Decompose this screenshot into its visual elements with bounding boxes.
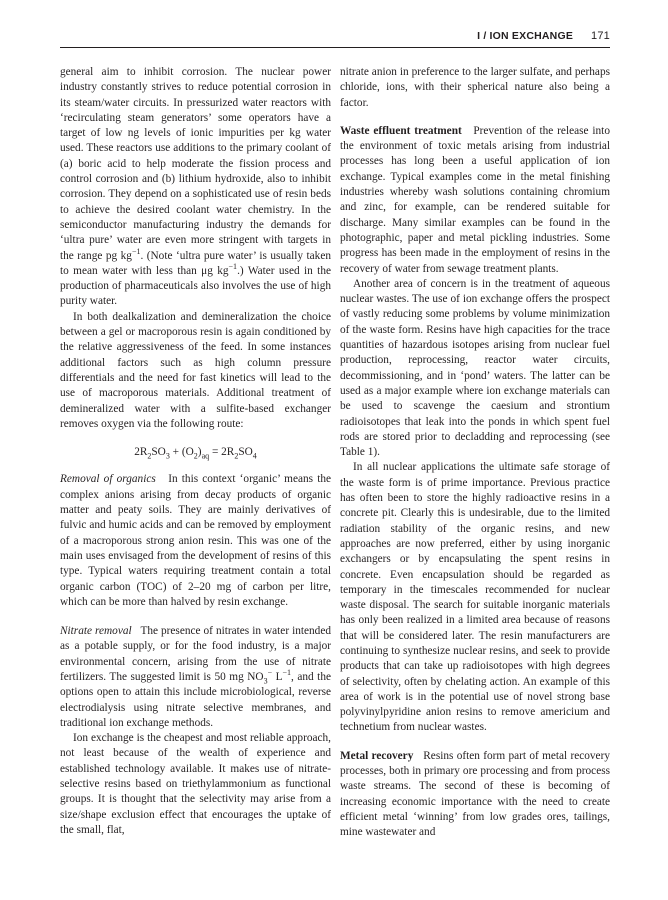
equation-oxygen-removal: $2R_2SO_3 + (O_2)_{aq} = 2R_2SO_4$: [134, 446, 257, 461]
paragraph-dealkalization: In both dealkalization and demineralization the choice between a gel or macroporous resin is again conditioned by the relative aggressiveness of the feed. In some instances additional factors such as high column pressure differentials and the need for fast kinetics will lead to the use of macroporous materials. Additional treatment of demineralized water with a sulfite-based exchanger removes oxygen via the following route:: [60, 310, 331, 430]
left-column: [60, 65, 331, 838]
paragraph-removal-of-organics: Removal of organics In this context ‘organic’ means the complex anions arising from decay products of organic matter and peaty soils. They are mainly derivatives of fulvic and humic acids and can be removed by employment of a macroporous strong anion resin. This was one of the main uses envisaged from the development of resins of this type. Typical waters requiring treatment contain a total organic carbon (TOC) of 2–20 mg of carbon per litre, which can be more than halved by resin exchange.: [60, 473, 331, 608]
running-header: [60, 30, 610, 42]
heading-metal-recovery: Metal recovery: [340, 749, 414, 762]
right-column: [340, 65, 610, 841]
paragraph-waste-effluent: Waste effluent treatment Prevention of the release into the environment of toxic metals arising from industrial processes has long been a useful application of ion exchange. Typical examples come in the metal finishing industries whereby wash solutions containing chromium and zinc, for example, can be rendered suitable for discharge. Many similar examples can be found in the photographic, paper and metal pickling industries. Some progress has been made in the employment of resins in the recovery of water from sewage treatment plants.: [340, 124, 610, 275]
heading-nitrate-removal: Nitrate removal: [60, 625, 132, 638]
paragraph-nuclear-wastes: Another area of concern is in the treatment of aqueous nuclear wastes. The use of ion exchange offers the prospect of vastly reducing some problems by volume minimization of the waste form. Resins have high capacities for the trace quantities of hazardous isotopes arising from nuclear fuel production, reprocessing, reactor water circuits, decommissioning, and in ‘pond’ waters. The latter can be used as a major example where ion exchange materials can be used to scavenge the caesium and strontium radioisotopes that leak into the ponds in which spent fuel rods are stored prior to decladding and reprocessing (see Table 1).: [340, 277, 610, 459]
paragraph-nitrate-removal: Nitrate removal The presence of nitrates in water intended as a potable supply, or for the food industry, is a major environmental concern, arising from the use of nitrate fertilizers. The suggested limit is 50 mg $NO_3^-$ $L^{-1}$, and the options open to attain this include microbiological, reverse electrodialysis using nitrate selective membranes, and traditional ion exchange methods.: [60, 625, 331, 729]
page-number: 171: [591, 30, 610, 42]
paragraph-metal-recovery: Metal recovery Resins often form part of metal recovery processes, both in primary ore processing and from process waste streams. The second of these is becoming of increasing economic importance with the need to create efficient metal ‘winning’ from low grades ores, tailings, mine wastewater and: [340, 749, 610, 839]
header-rule: [60, 47, 610, 48]
paragraph-nitrate-continued: nitrate anion in preference to the larger sulfate, and perhaps chloride, ions, with their spherical nature also being a factor.: [340, 66, 610, 109]
heading-removal-of-organics: Removal of organics: [60, 473, 156, 486]
running-title: I / ION EXCHANGE: [477, 30, 574, 42]
paragraph-ion-exchange-approach: Ion exchange is the cheapest and most reliable approach, not least because of the wealth of experience and established technology available. It makes use of nitrate-selective resins based on triethylammonium as functional groups. It is thought that the selectivity may arise from a size/shape exclusion effect that encourages the uptake of the small, flat,: [60, 732, 331, 836]
paragraph-corrosion: general aim to inhibit corrosion. The nuclear power industry constantly strives to reduce potential corrosion in its steam/water circuits. In pressurized water reactors with ‘recirculating steam generators’ some operators have a target of low ng levels of ionic impurities per kg water used. These reactors use additions to the primary coolant of (a) boric acid to help moderate the fission process and control corrosion and (b) lithium hydroxide, also to inhibit corrosion. They depend on a sophisticated use of resin beds to achieve the desired coolant water chemistry. In the semiconductor manufacturing industry the demands for ‘ultra pure’ water are even more stringent with targets in the range pg $kg^{-1}$. (Note ‘ultra pure water’ is usually taken to mean water with less than μg $kg^{-1}$.) Water used in the production of pharmaceuticals also involves the use of high purity water.: [60, 66, 331, 308]
paragraph-safe-storage: In all nuclear applications the ultimate safe storage of the waste form is of prime importance. Previous practice has often been to store the highly radioactive resins in a concrete pit. Clearly this is undesirable, due to the limited radiation stability of the organic resins, and new approaches are now preferred, either by using inorganic exchangers or by encapsulating the spent resins in concrete. Even encapsulation should be regarded as temporary in the timescales recommended for nuclear waste disposal. The search for suitable inorganic materials has only been realized in a limited area because of reasons that will be considered later. The resin manufacturers are continuing to synthesize nuclear resins, and seek to provide products that can take up radioisotopes with high degrees of selectivity, often by chelating action. An example of this area of work is in the potential use of novel strong base polyvinylpyridine anion resins to remove americium and technetium from nuclear wastes.: [340, 461, 610, 734]
heading-waste-effluent-treatment: Waste effluent treatment: [340, 124, 462, 137]
